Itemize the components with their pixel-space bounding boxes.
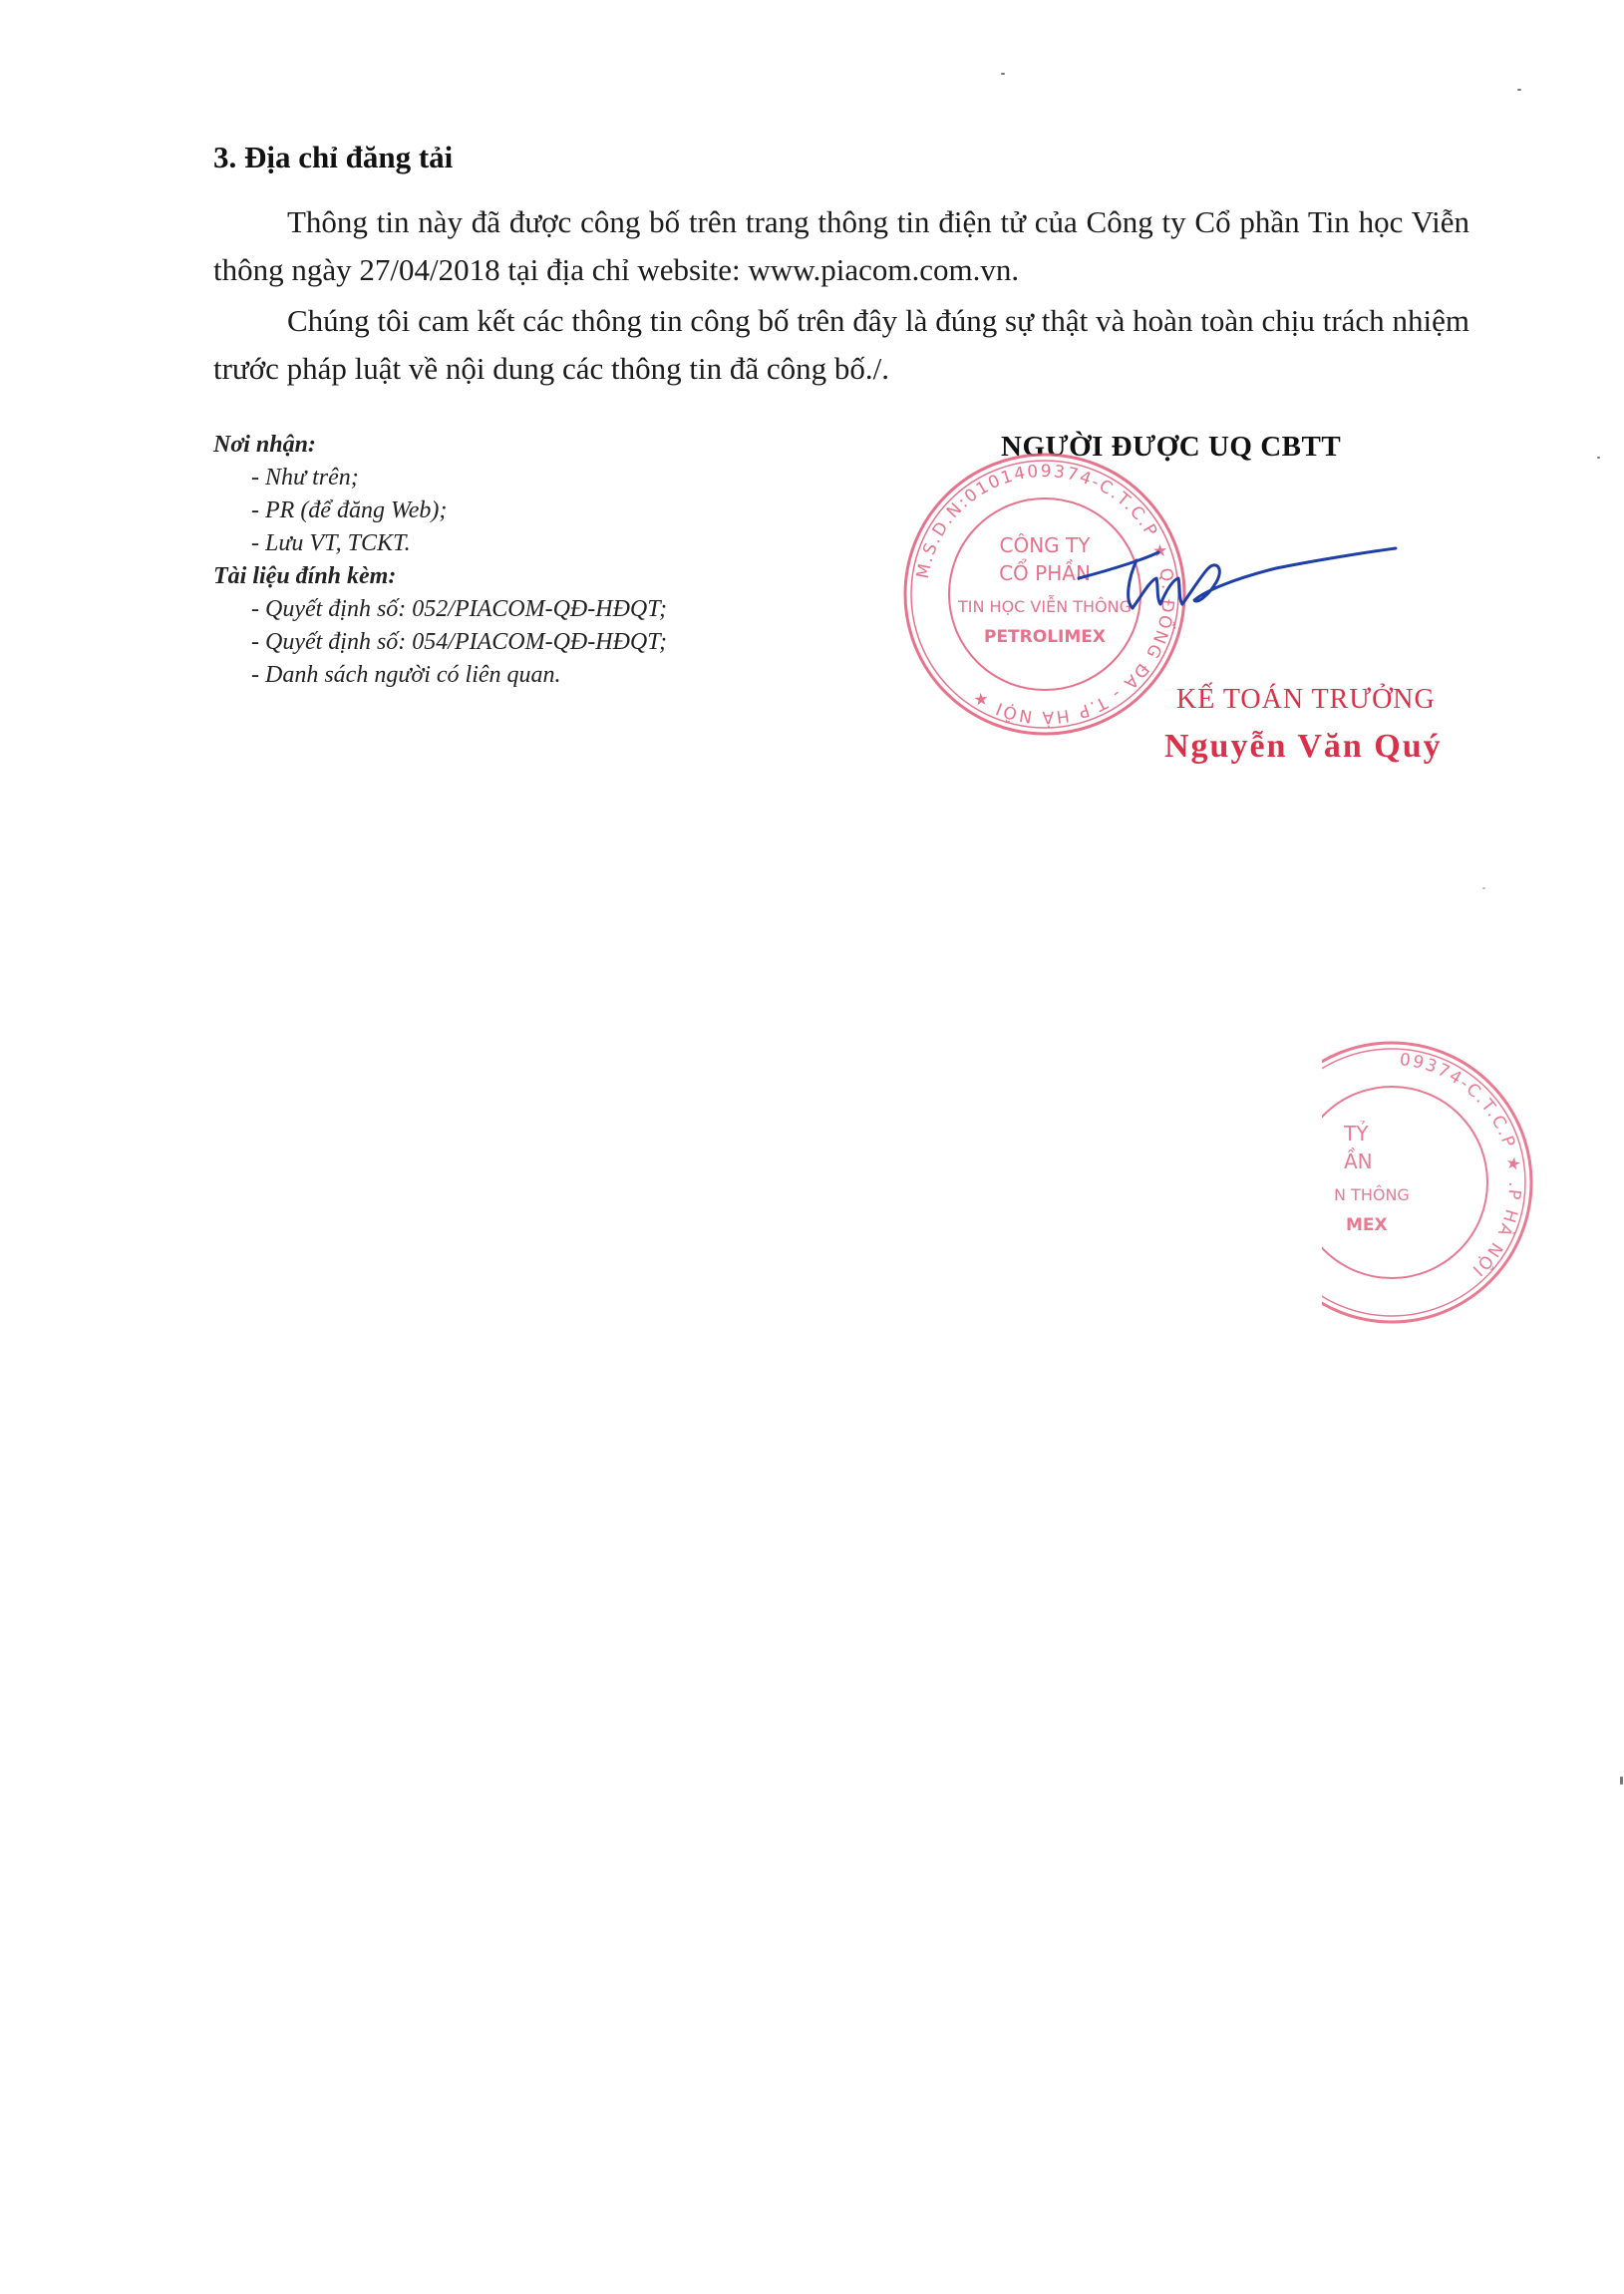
signer-name: Nguyễn Văn Quý [1164,728,1443,765]
recipients-block [213,429,667,692]
seal-line: CÔNG TY [999,533,1091,557]
seal-line: CỔ PHẦN [999,561,1091,585]
seal-line: TỶ [1344,1122,1369,1146]
attachment-item: - Quyết định số: 052/PIACOM-QĐ-HĐQT; [251,596,668,622]
scan-speck [1620,1777,1623,1785]
paragraph-text: Thông tin này đã được công bố trên trang thông tin điện tử của Công ty Cổ phần Tin học Viễn thông ngày 27/04/2018 tại địa chỉ website: www.piacom.com.vn. [213,204,1469,287]
seal-line: N THÔNG [1334,1185,1410,1204]
attachment-item: - Danh sách người có liên quan. [251,662,561,688]
partial-seal [1322,1033,1541,1332]
scan-speck [1001,73,1005,75]
seal-line: TIN HỌC VIỄN THÔNG [957,597,1133,616]
recipient-item: - Như trên; [251,465,359,491]
seal-outer-text: 09374-C.T.C.P ★ .P HÀ NỘI [1398,1050,1525,1281]
scan-speck [1517,89,1521,91]
recipient-item: - PR (để đăng Web); [251,497,448,523]
attachment-item: - Quyết định số: 054/PIACOM-QĐ-HĐQT; [251,629,668,655]
attachments-label: Tài liệu đính kèm: [213,563,397,589]
seal-line: PETROLIMEX [983,627,1107,647]
scan-speck [1482,887,1485,889]
paragraph-publication [213,198,1469,294]
section-heading: 3. Địa chỉ đăng tải [213,140,454,174]
scan-speck [1597,457,1600,459]
recipients-label: Nơi nhận: [213,432,316,458]
signer-title: NGƯỜI ĐƯỢC UQ CBTT [1001,431,1342,463]
seal-line: MEX [1346,1215,1388,1235]
recipient-item: - Lưu VT, TCKT. [251,530,411,556]
seal-outer-text: M.S.D.N:0101409374-C.T.C.P ★ Q. ĐỐNG ĐA - T.P HÀ NỘI ★ [912,461,1178,728]
paragraph-text: Chúng tôi cam kết các thông tin công bố trên đây là đúng sự thật và hoàn toàn chịu trách nhiệm trước pháp luật về nội dung các thông tin đã công bố./. [213,303,1469,386]
handwritten-signature [1077,538,1406,648]
paragraph-commitment [213,297,1469,393]
seal-line: ẦN [1344,1149,1373,1173]
signer-role: KẾ TOÁN TRƯỞNG [1176,684,1436,715]
